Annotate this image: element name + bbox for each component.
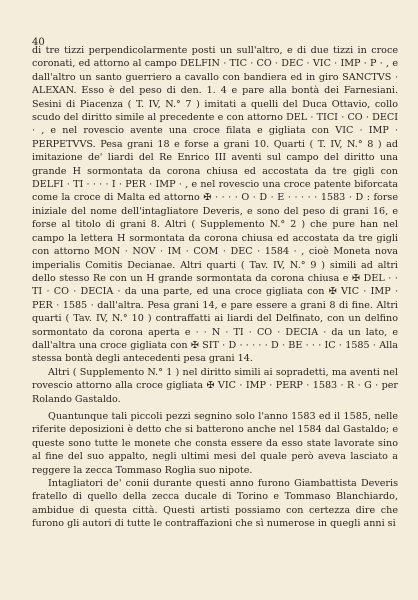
paragraph-1: di tre tizzi perpendicolarmente posti un sull'altro, e di due tizzi in croce coronati, ed attorno al campo DELFIN · TIC · CO · DEC · VIC · IMP · P · , e dall'altro un santo guerriero a cavallo con bandiera ed in giro SANCTVS · ALEXAN. Esso è del peso di den. 1. 4 e pare alla bontà dei Farnesiani. Sesini di Piacenza ( T. IV, N.° 7 ) imitati a quelli del Duca Ottavio, collo scudo del diritto simile al precedente e con attorno DEL · TICI · CO · DECI · , e nel rovescio avente una croce filata e gigliata con VIC · IMP · PERPETVVS. Pesa grani 18 e forse a grani 10. Quarti ( T. IV, N.° 8 ) ad imitazione de' liardi del Re Enrico III aventi sul campo del diritto una grande H sormontata da corona chiusa ed accostata da tre gigli con DELFI · TI · · · · I · PER · IMP · , e nel rovescio una croce patente biforcata come la croce di Malta ed attorno ✠ · · · · O · D · E · · · · · 1583 · D : forse iniziale del nome dell'intagliatore Deveris, e sono del peso di grani 16, e forse al titolo di grani 8. Altri ( Supplemento N.° 2 ) che pure han nel campo la lettera H sormontata da corona chiusa ed accostata da tre gigli con attorno MON · NOV · IM · COM · DEC · 1584 · , cioè Moneta nova imperialis Comitis Decianae. Altri quarti ( Tav. IV, N.° 9 ) simili ad altri dello stesso Re con un H grande sormontata da corona chiusa e ✠ DEL · · TI · CO · DECIA · da una parte, ed una croce gigliata con ✠ VIC · IMP · PER · 1585 · dall'altra. Pesa grani 14, e pare essere a grani 8 di fine. Altri quarti ( Tav. IV, N.° 10 ) contraffatti ai liardi del Delfinato, con un delfino sormontato da corona aperta e · · N · TI · CO · DECIA · da un lato, e dall'altra una croce gigliata con ✠ SIT · D · · · · · D · BE · · · IC · 1585 · Alla stessa bontà degli antecedenti pesa grani 14. (32, 45, 398, 365)
paragraph-3: Quantunque tali piccoli pezzi segnino solo l'anno 1583 ed il 1585, nelle riferite deposizioni è detto che si batterono anche nel 1584 dal Gastaldo; e queste sono tutte le monete che consta essere da esso state lavorate sino al fine del suo appalto, negli ultimi mesi del quale però aveva lasciato a reggere la zecca Tommaso Roglia suo nipote. (32, 410, 398, 476)
body-text (32, 44, 398, 531)
page-number: 40 (32, 37, 45, 48)
paragraph-2: Altri ( Supplemento N.° 1 ) nel diritto simili ai sopradetti, ma aventi nel rovescio attorno alla croce gigliata ✠ VIC · IMP · PERP · 1583 · R · G · per Rolando Gastaldo. (32, 366, 398, 405)
paragraph-4: Intagliatori de' conii durante questi anno furono Giambattista Deveris fratello di quello della zecca ducale di Torino e Tommaso Blanchiardo, ambidue di questa città. Questi artisti possiamo con certezza dire che furono gli autori di tutte le contraffazioni che sì numerose in quegli anni si (32, 478, 398, 530)
